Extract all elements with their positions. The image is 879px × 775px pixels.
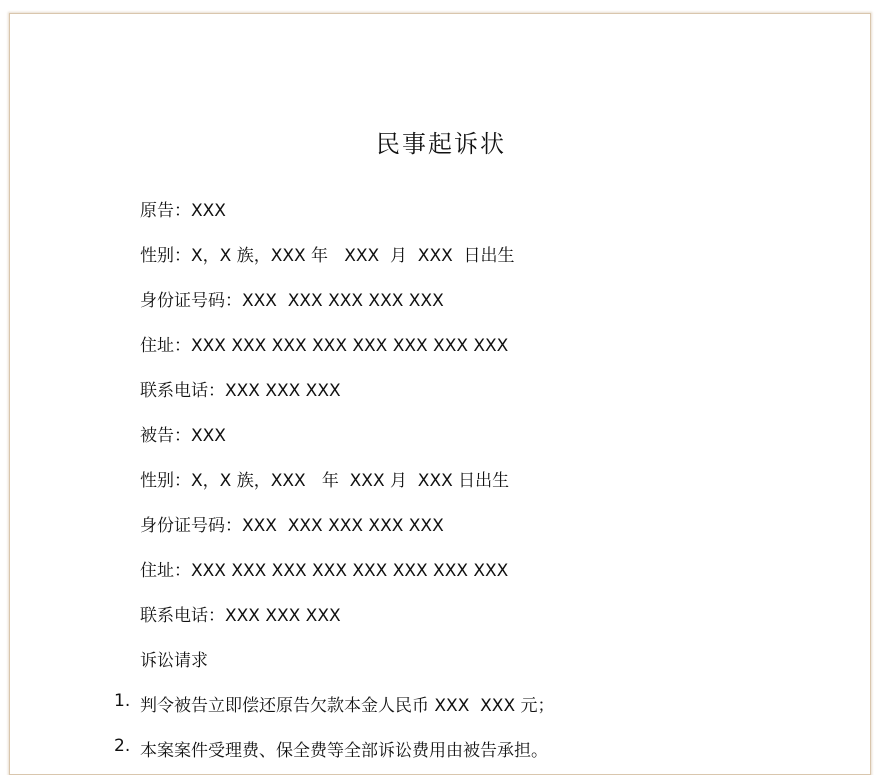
request-text: 本案案件受理费、保全费等全部诉讼费用由被告承担。 <box>140 741 548 761</box>
plaintiff-name: 原告：XXX <box>140 201 226 221</box>
plaintiff-phone: 联系电话：XXX XXX XXX <box>140 381 341 401</box>
document-title: 民事起诉状 <box>376 130 506 158</box>
defendant-address: 住址：XXX XXX XXX XXX XXX XXX XXX XXX <box>140 561 509 581</box>
claims-heading: 诉讼请求 <box>140 651 208 671</box>
defendant-phone: 联系电话：XXX XXX XXX <box>140 606 341 626</box>
plaintiff-id-number: 身份证号码：XXX XXX XXX XXX XXX <box>140 291 444 311</box>
plaintiff-address: 住址：XXX XXX XXX XXX XXX XXX XXX XXX <box>140 336 509 356</box>
request-number: 1. <box>114 691 131 711</box>
plaintiff-gender-birth: 性别：X，X 族，XXX 年 XXX 月 XXX 日出生 <box>140 246 515 266</box>
request-number: 2. <box>114 736 131 756</box>
request-text: 判令被告立即偿还原告欠款本金人民币 XXX XXX 元； <box>140 696 555 716</box>
defendant-id-number: 身份证号码：XXX XXX XXX XXX XXX <box>140 516 444 536</box>
defendant-name: 被告：XXX <box>140 426 226 446</box>
document-page <box>9 13 871 775</box>
defendant-gender-birth: 性别：X，X 族，XXX 年 XXX 月 XXX 日出生 <box>140 471 510 491</box>
